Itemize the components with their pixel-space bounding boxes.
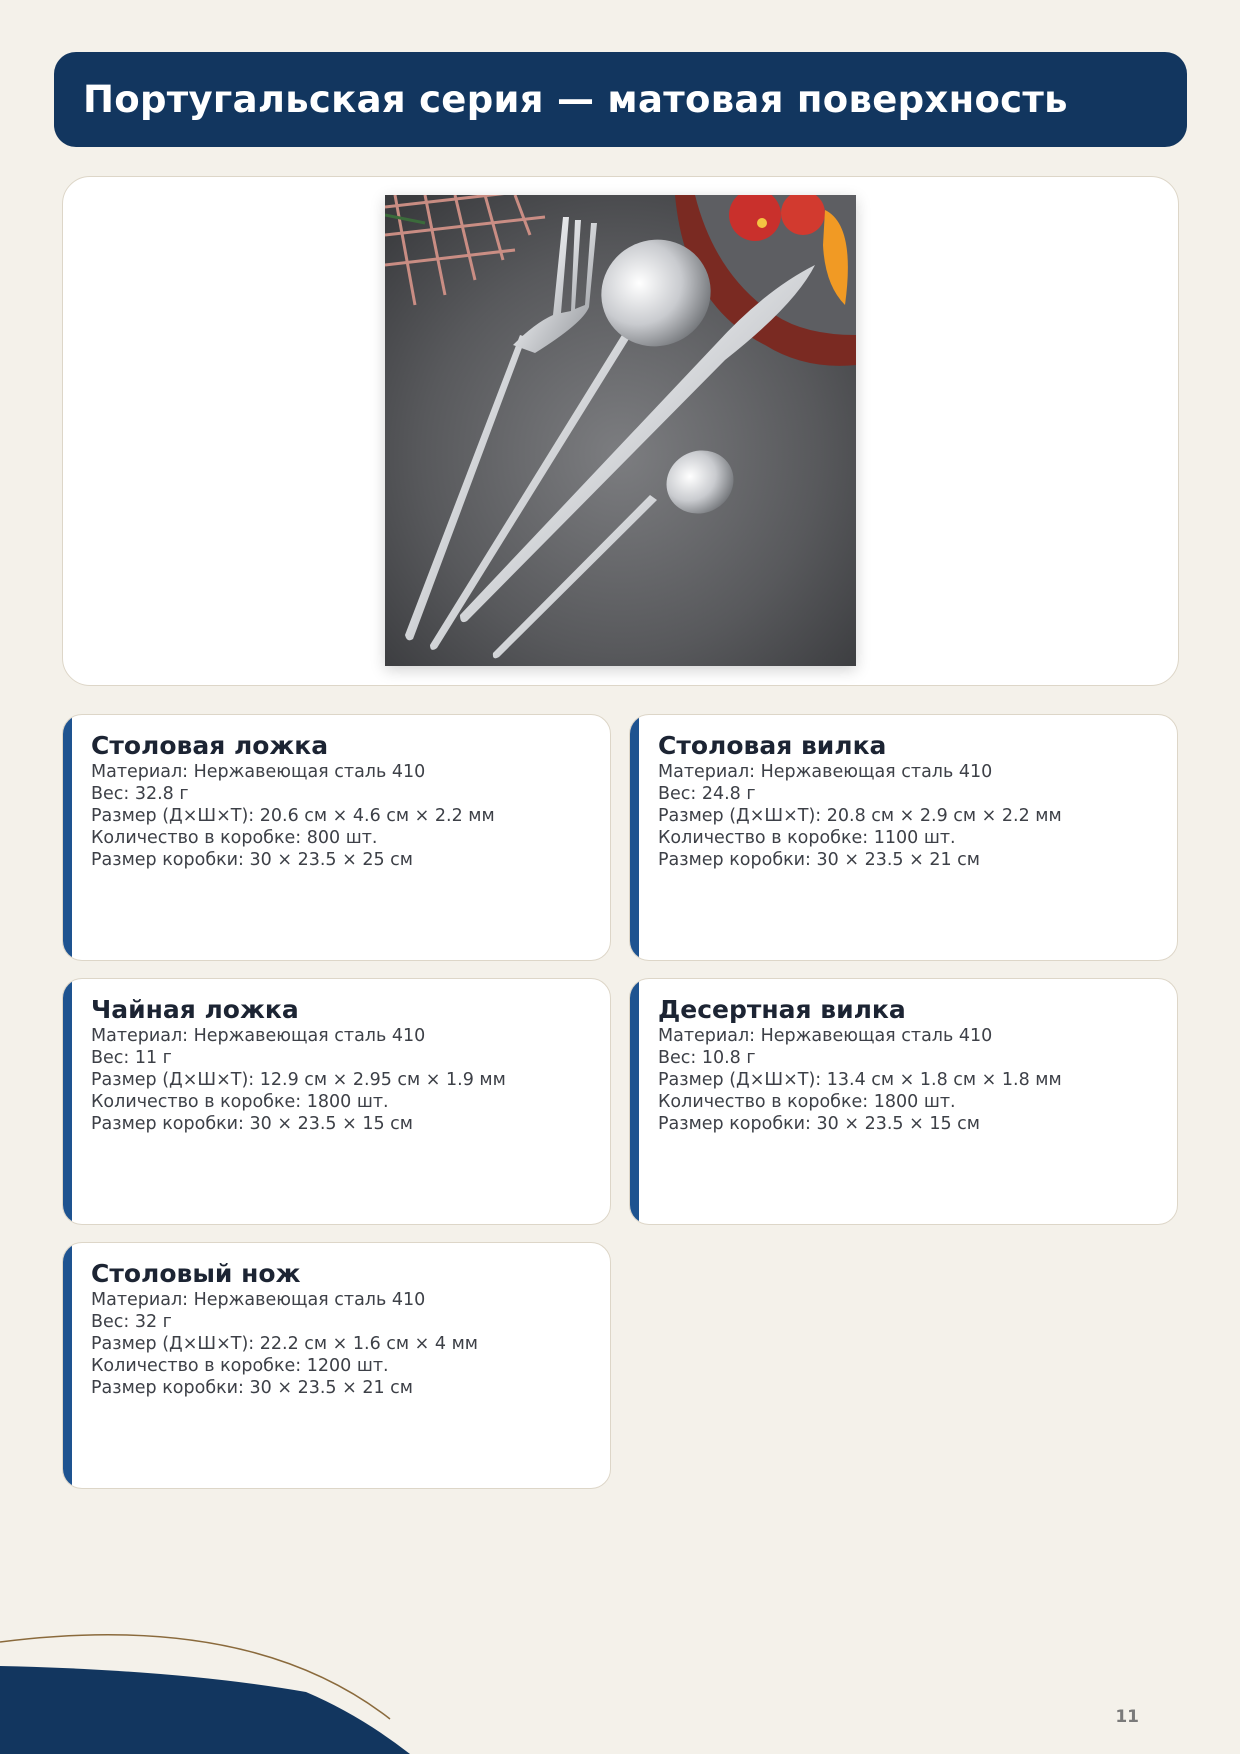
- page-header: [54, 52, 1187, 147]
- page-number: 11: [1115, 1707, 1139, 1727]
- card-accent-bar: [63, 715, 72, 960]
- spec-box-quantity: Количество в коробке: 1800 шт.: [91, 1092, 389, 1112]
- product-name: Столовая вилка: [658, 731, 887, 760]
- spec-weight: Вес: 11 г: [91, 1048, 172, 1068]
- product-name: Столовая ложка: [91, 731, 329, 760]
- spec-material: Материал: Нержавеющая сталь 410: [91, 1290, 426, 1310]
- spec-box-size: Размер коробки: 30 × 23.5 × 15 см: [658, 1114, 980, 1134]
- product-specs: [658, 761, 1062, 871]
- product-card-table-knife: [62, 1242, 611, 1489]
- spec-weight: Вес: 24.8 г: [658, 784, 756, 804]
- card-accent-bar: [630, 715, 639, 960]
- product-name: Столовый нож: [91, 1259, 301, 1288]
- spec-size: Размер (Д×Ш×Т): 20.8 см × 2.9 см × 2.2 мм: [658, 806, 1062, 826]
- spec-box-quantity: Количество в коробке: 1200 шт.: [91, 1356, 389, 1376]
- spec-size: Размер (Д×Ш×Т): 13.4 см × 1.8 см × 1.8 мм: [658, 1070, 1062, 1090]
- spec-material: Материал: Нержавеющая сталь 410: [658, 762, 993, 782]
- product-name: Чайная ложка: [91, 995, 299, 1024]
- spec-material: Материал: Нержавеющая сталь 410: [91, 1026, 426, 1046]
- spec-box-quantity: Количество в коробке: 1100 шт.: [658, 828, 956, 848]
- spec-weight: Вес: 32.8 г: [91, 784, 189, 804]
- spec-box-size: Размер коробки: 30 × 23.5 × 21 см: [658, 850, 980, 870]
- product-specs: [91, 1025, 506, 1135]
- card-accent-bar: [63, 979, 72, 1224]
- card-accent-bar: [630, 979, 639, 1224]
- hero-image-card: [62, 176, 1179, 686]
- product-card-dessert-fork: [629, 978, 1178, 1225]
- spec-box-quantity: Количество в коробке: 1800 шт.: [658, 1092, 956, 1112]
- spec-size: Размер (Д×Ш×Т): 20.6 см × 4.6 см × 2.2 мм: [91, 806, 495, 826]
- product-specs: [658, 1025, 1062, 1135]
- spec-size: Размер (Д×Ш×Т): 22.2 см × 1.6 см × 4 мм: [91, 1334, 478, 1354]
- spec-weight: Вес: 32 г: [91, 1312, 172, 1332]
- product-specs: [91, 761, 495, 871]
- spec-weight: Вес: 10.8 г: [658, 1048, 756, 1068]
- cutlery-photo: [385, 195, 856, 666]
- product-name: Десертная вилка: [658, 995, 906, 1024]
- card-accent-bar: [63, 1243, 72, 1488]
- product-specs: [91, 1289, 478, 1399]
- corner-wave-decoration: [0, 1620, 420, 1754]
- product-card-table-fork: [629, 714, 1178, 961]
- spec-box-size: Размер коробки: 30 × 23.5 × 15 см: [91, 1114, 413, 1134]
- spec-material: Материал: Нержавеющая сталь 410: [91, 762, 426, 782]
- spec-box-quantity: Количество в коробке: 800 шт.: [91, 828, 378, 848]
- product-card-table-spoon: [62, 714, 611, 961]
- spec-box-size: Размер коробки: 30 × 23.5 × 21 см: [91, 1378, 413, 1398]
- spec-box-size: Размер коробки: 30 × 23.5 × 25 см: [91, 850, 413, 870]
- spec-material: Материал: Нержавеющая сталь 410: [658, 1026, 993, 1046]
- spec-size: Размер (Д×Ш×Т): 12.9 см × 2.95 см × 1.9 мм: [91, 1070, 506, 1090]
- page-title: Португальская серия — матовая поверхность: [83, 78, 1068, 121]
- product-card-teaspoon: [62, 978, 611, 1225]
